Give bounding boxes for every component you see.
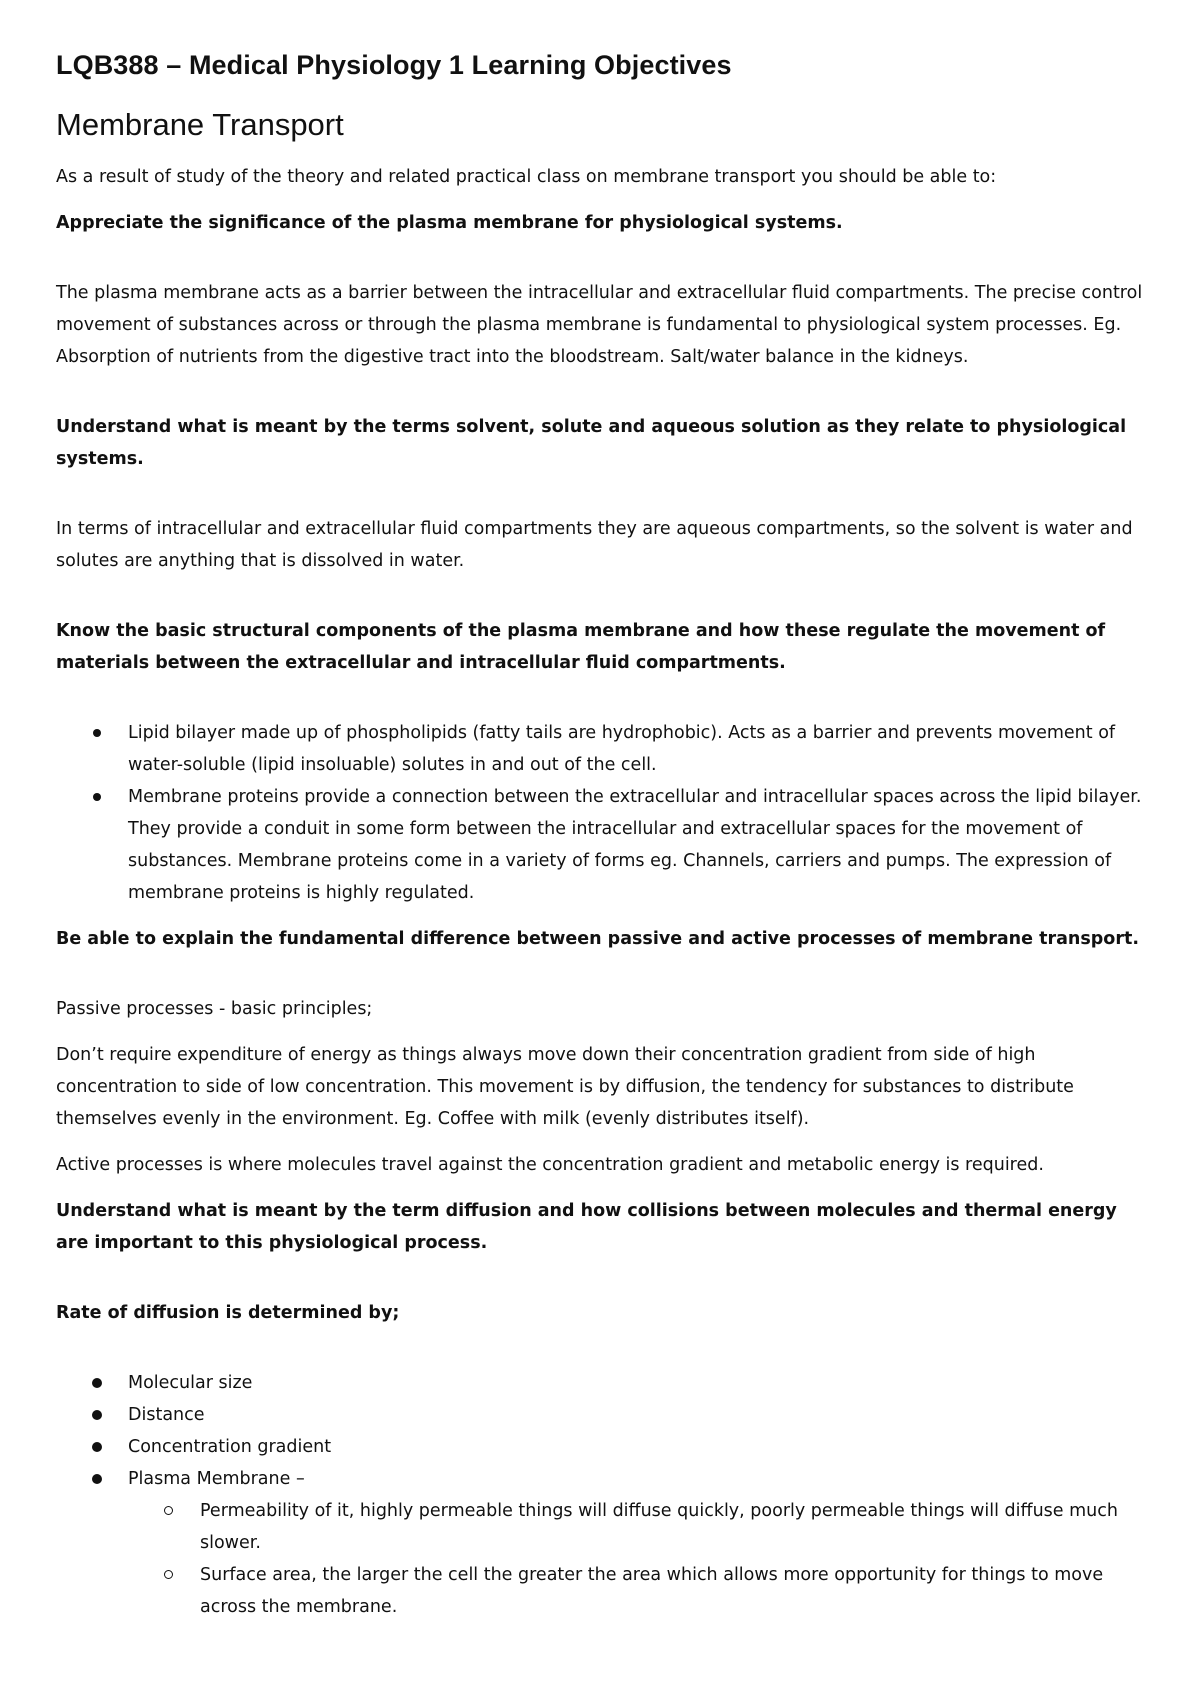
component-list <box>56 717 1146 909</box>
rate-factor-list <box>56 1367 1146 1623</box>
intro-text: As a result of study of the theory and related practical class on membrane transport you should be able to: <box>56 167 997 187</box>
list-item-text: Distance <box>128 1405 205 1425</box>
bullet-icon <box>93 793 101 801</box>
list-item <box>56 1431 1146 1463</box>
list-item-text: Molecular size <box>128 1373 253 1393</box>
document-page <box>56 50 1146 1623</box>
objective-heading: Understand what is meant by the term diffusion and how collisions between molecules and thermal energy are important to this physiological process. <box>56 1201 1117 1253</box>
bullet-icon <box>92 1410 102 1420</box>
bullet-icon <box>92 1442 102 1452</box>
sub-list-item-text: Permeability of it, highly permeable things will diffuse quickly, poorly permeable things will diffuse much slower. <box>200 1501 1118 1553</box>
objective-heading: Be able to explain the fundamental difference between passive and active processes of membrane transport. <box>56 929 1139 949</box>
bullet-icon <box>92 1378 102 1388</box>
passive-text: Don’t require expenditure of energy as things always move down their concentration gradient from side of high concentration to side of low concentration. This movement is by diffusion, the tendency for substances to distribute themselves evenly in the environment. Eg. Coffee with milk (evenly distributes itself). <box>56 1045 1074 1129</box>
list-item <box>56 1367 1146 1399</box>
list-item <box>56 781 1146 909</box>
list-item-text: Membrane proteins provide a connection between the extracellular and intracellular spaces across the lipid bilayer. They provide a conduit in some form between the intracellular and extracellular spaces for the movement of substances. Membrane proteins come in a variety of forms eg. Channels, carriers and pumps. The expression of membrane proteins is highly regulated. <box>128 787 1142 903</box>
objective-heading: Appreciate the significance of the plasma membrane for physiological systems. <box>56 213 843 233</box>
objective-answer: The plasma membrane acts as a barrier between the intracellular and extracellular fluid compartments. The precise control movement of substances across or through the plasma membrane is fundamental to physiological system processes. Eg. Absorption of nutrients from the digestive tract into the bloodstream. Salt/water balance in the kidneys. <box>56 283 1143 367</box>
list-item <box>56 1463 1146 1623</box>
list-item <box>56 717 1146 781</box>
objective-heading: Know the basic structural components of the plasma membrane and how these regulate the movement of materials between the extracellular and intracellular fluid compartments. <box>56 621 1106 673</box>
list-item <box>56 1399 1146 1431</box>
objective-heading: Understand what is meant by the terms solvent, solute and aqueous solution as they relate to physiological systems. <box>56 417 1127 469</box>
bullet-icon <box>92 1474 102 1484</box>
sub-list-item <box>128 1495 1146 1559</box>
membrane-factor-list <box>128 1495 1146 1623</box>
hollow-bullet-icon <box>164 1506 173 1515</box>
bullet-icon <box>93 729 101 737</box>
sub-list-item <box>128 1559 1146 1623</box>
active-text: Active processes is where molecules travel against the concentration gradient and metabolic energy is required. <box>56 1155 1044 1175</box>
list-item-text: Lipid bilayer made up of phospholipids (fatty tails are hydrophobic). Acts as a barrier and prevents movement of water-soluble (lipid insoluable) solutes in and out of the cell. <box>128 723 1116 775</box>
passive-heading: Passive processes - basic principles; <box>56 999 373 1019</box>
document-title: LQB388 – Medical Physiology 1 Learning Objectives <box>56 50 732 80</box>
rate-heading: Rate of diffusion is determined by; <box>56 1303 400 1323</box>
hollow-bullet-icon <box>164 1570 173 1579</box>
list-item-text: Plasma Membrane – <box>128 1469 305 1489</box>
objective-answer: In terms of intracellular and extracellular fluid compartments they are aqueous compartments, so the solvent is water and solutes are anything that is dissolved in water. <box>56 519 1133 571</box>
list-item-text: Concentration gradient <box>128 1437 332 1457</box>
sub-list-item-text: Surface area, the larger the cell the greater the area which allows more opportunity for things to move across the membrane. <box>200 1565 1104 1617</box>
section-title: Membrane Transport <box>56 107 344 142</box>
